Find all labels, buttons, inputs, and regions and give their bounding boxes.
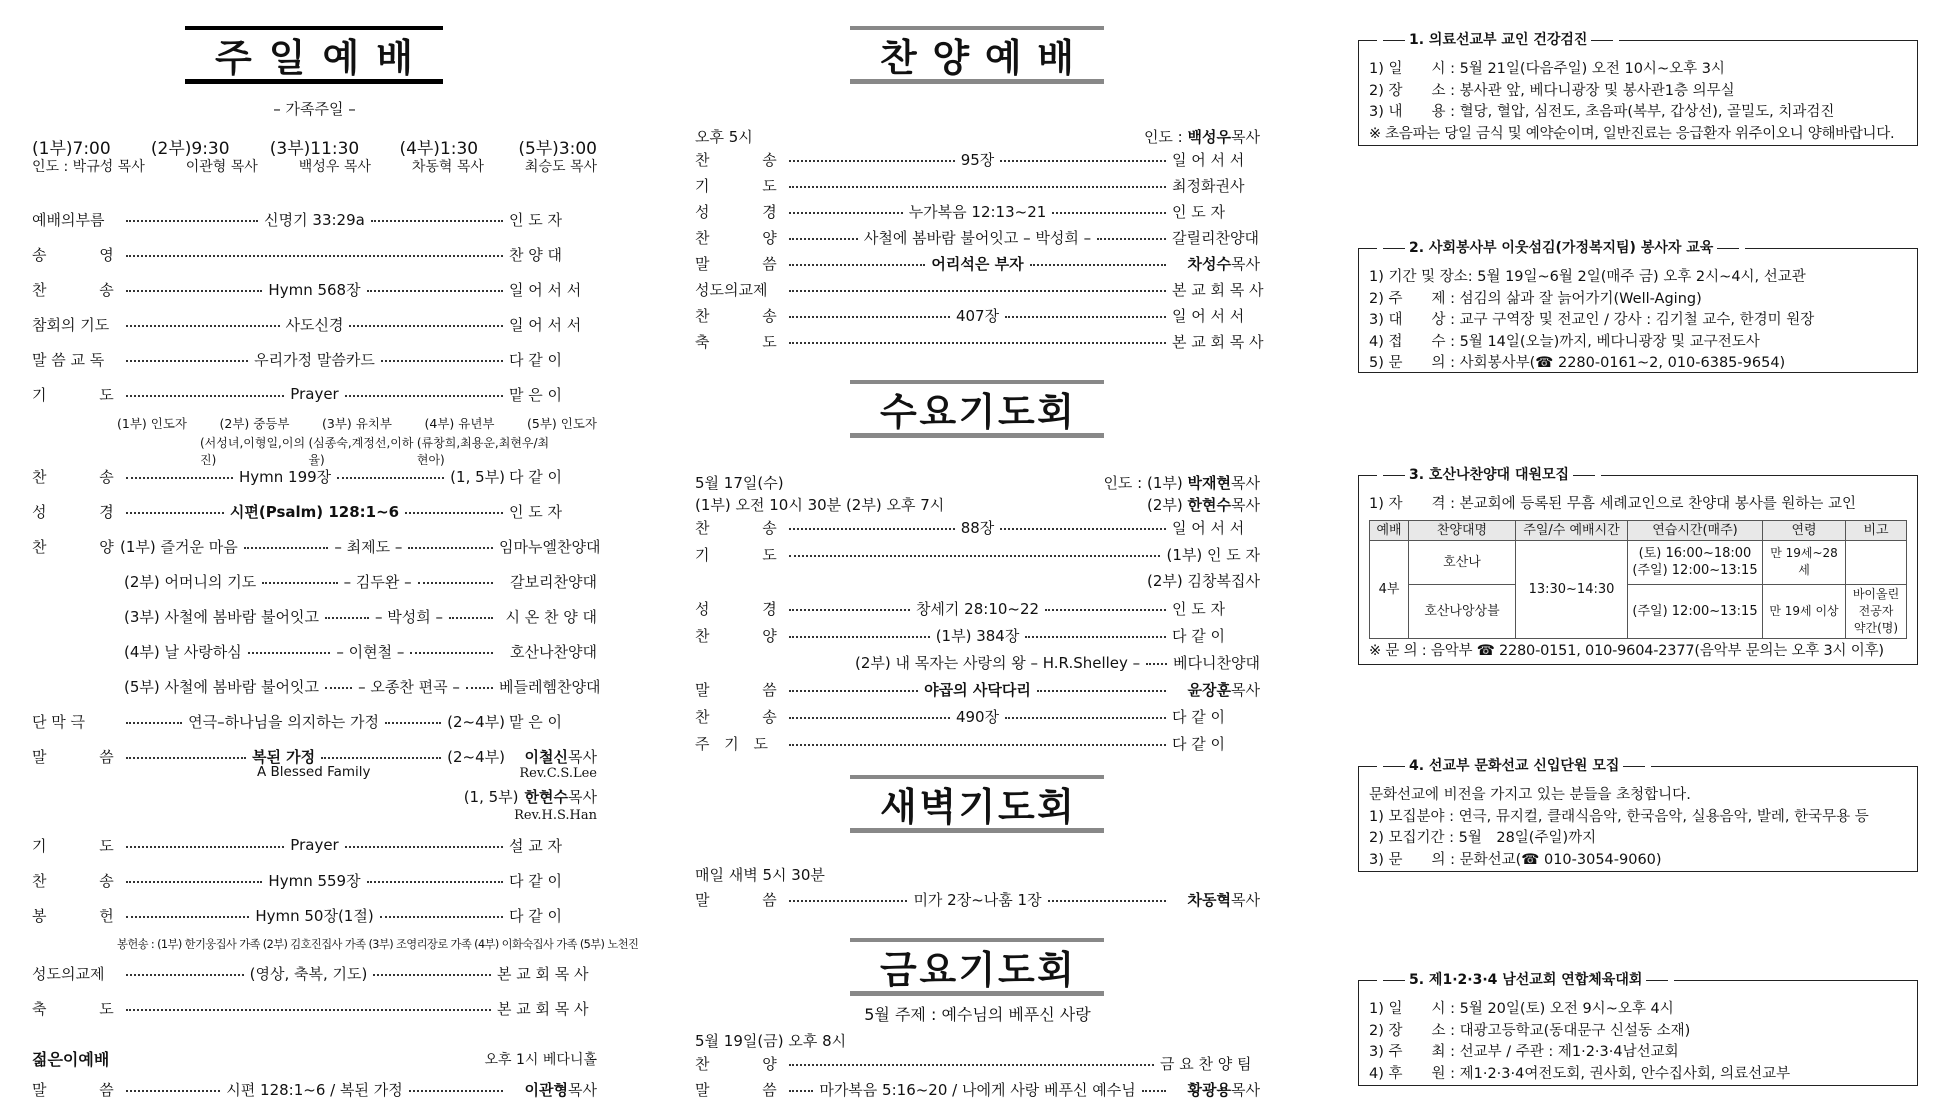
praise-item: 성도의교제 본 교 회 목 사 xyxy=(695,280,1264,299)
friday-theme: 5월 주제 : 예수님의 베푸신 사랑 xyxy=(864,1005,1091,1024)
wednesday-item: 기 도 (1부) 인 도 자 xyxy=(695,545,1260,564)
order-item: 찬 송 Hymn 559장 다 같 이 xyxy=(32,871,563,890)
order-item: 찬 송 Hymn 199장 (1, 5부) 다 같 이 xyxy=(32,467,563,486)
preacher-name: 이철신 xyxy=(524,747,569,766)
praise-item: 찬 송 407장 일 어 서 서 xyxy=(695,306,1245,325)
sermon-item: 말 씀 복된 가정 (2~4부) 이철신목사 xyxy=(32,747,598,766)
sunday-service-title: 주 일 예 배 xyxy=(185,26,443,84)
wednesday-item: 성 경 창세기 28:10~22 인 도 자 xyxy=(695,599,1226,618)
order-item: 축 도 본 교 회 목 사 xyxy=(32,999,589,1018)
order-item: 기 도 Prayer 설 교 자 xyxy=(32,836,563,855)
praise-header: 오후 5시 인도 : 백성우목사 xyxy=(695,128,1260,146)
praise-item: 축 도 본 교 회 목 사 xyxy=(695,332,1264,351)
notice-culture-mission: 4. 선교부 문화선교 신입단원 모집 문화선교에 비전을 가지고 있는 분들을 초청합니다. 1) 모집분야 : 연극, 뮤지컬, 클래식음악, 한국음악, 실용음악, 발레, 한국무용 등 2) 모집기간 : 5월 28일(주일)까지 3) 문 의 : 문화선교(☎ 010-3054-9060) xyxy=(1358,766,1918,872)
dawn-prayer-title: 새 벽 기 도 회 xyxy=(850,775,1104,833)
preacher-en: Rev.C.S.Lee xyxy=(519,766,597,781)
table-header-row: 예배 찬양대명 주일/수 예배시간 연습시간(매주) 연령 비고 xyxy=(1370,520,1907,540)
time-4: (4부)1:30 xyxy=(399,139,479,159)
choir-item: (5부) 사철에 봄바람 불어잇고 – 오종찬 편곡 – 베들레헴찬양대 xyxy=(124,677,601,696)
choir-recruit-table xyxy=(1369,520,1907,639)
wednesday-header-2: (1부) 오전 10시 30분 (2부) 오후 7시 (2부) 한현수목사 xyxy=(695,496,1260,514)
table-row: 4부 호산나 13:30~14:30 (토) 16:00~18:00 (주일) 12:00~13:15 만 19세~28세 xyxy=(1370,540,1907,584)
order-item: 성도의교제 (영상, 축복, 기도) 본 교 회 목 사 xyxy=(32,964,589,983)
friday-prayer-title: 금 요 기 도 회 xyxy=(850,938,1104,996)
time-5: (5부)3:00 xyxy=(518,139,597,159)
youth-header: 젊은이예배 오후 1시 베다니홀 xyxy=(32,1050,597,1069)
wednesday-item: 찬 송 490장 다 같 이 xyxy=(695,707,1226,726)
order-item: 참회의 기도 사도신경 일 어 서 서 xyxy=(32,315,582,334)
preacher2-en: Rev.H.S.Han xyxy=(514,808,597,823)
wednesday-choir: (2부) 내 목자는 사랑의 왕 – H.R.Shelley – 베다니찬양대 xyxy=(855,653,1260,672)
choir-item: (2부) 어머니의 기도 – 김두완 – 갈보리찬양대 xyxy=(124,572,598,591)
youth-sermon: 말 씀 시편 128:1~6 / 복된 가정 이관형목사 xyxy=(32,1080,597,1099)
order-item: 성 경 시편(Psalm) 128:1~6 인 도 자 xyxy=(32,502,563,521)
order-item: 봉 헌 Hymn 50장(1절) 다 같 이 xyxy=(32,906,563,925)
praise-item: 말 씀 어리석은 부자 차성수목사 xyxy=(695,254,1261,273)
friday-item: 찬 양 금 요 찬 양 팀 xyxy=(695,1054,1252,1073)
service-leaders: 인도 : 박규성 목사 이관형 목사 백성우 목사 차동혁 목사 최승도 목사 xyxy=(32,159,597,175)
friday-item: 말 씀 마가복음 5:16~20 / 나에게 사랑 베푸신 예수님 황광용목사 xyxy=(695,1080,1261,1099)
wednesday-item: 말 씀 야곱의 사닥다리 윤장훈목사 xyxy=(695,680,1260,699)
praise-item: 기 도 최정화권사 xyxy=(695,176,1245,195)
praise-item: 찬 송 95장 일 어 서 서 xyxy=(695,150,1245,169)
notice-sports-day: 5. 제1·2·3·4 남선교회 연합체육대회 1) 일 시 : 5월 20일(토) 오전 9시~오후 4시 2) 장 소 : 대광고등학교(동대문구 신설동 소재) 3) 주 최 : 선교부 / 주관 : 제1·2·3·4남선교회 4) 후 원 : 제1·2·3·4여전도회, 권사회, 안수집사회, 의료선교부 xyxy=(1358,980,1918,1086)
wednesday-prayer-title: 수 요 기 도 회 xyxy=(850,380,1104,438)
wednesday-item: 찬 양 (1부) 384장 다 같 이 xyxy=(695,626,1226,645)
notice-social-service: 2. 사회봉사부 이웃섬김(가정복지팀) 봉사자 교육 1) 기간 및 장소: 5월 19일~6월 2일(매주 금) 오후 2시~4시, 선교관 2) 주 제 : 섬김의 삶과 잘 늙어가기(Well-Aging) 3) 대 상 : 교구 구역장 및 전교인 / 강사 : 김기철 교수, 한경미 원장 4) 접 수 : 5월 14일(오늘)까지, 베다니광장 및 교구전도사 5) 문 의 : 사회봉사부(☎ 2280-0161~2, 010-6385-9654) xyxy=(1358,248,1918,373)
order-item: 말 씀 교 독 우리가정 말씀카드 다 같 이 xyxy=(32,350,563,369)
sunday-subtitle: – 가족주일 – xyxy=(273,100,356,118)
praise-item: 성 경 누가복음 12:13~21 인 도 자 xyxy=(695,202,1226,221)
time-3: (3부)11:30 xyxy=(269,139,360,159)
praise-item: 찬 양 사철에 봄바람 불어잇고 – 박성희 – 갈릴리찬양대 xyxy=(695,228,1259,247)
notice-medical: 1. 의료선교부 교인 건강검진 1) 일 시 : 5월 21일(다음주일) 오전 10시~오후 3시 2) 장 소 : 봉사관 앞, 베다니광장 및 봉사관1층 의무실 3) 내 용 : 혈당, 혈압, 심전도, 초음파(복부, 갑상선), 골밀도, 치과검진 ※ 초음파는 당일 금식 및 예약순이며, 일반진료는 응급환자 위주이오니 양해바랍니다. xyxy=(1358,40,1918,146)
time-1: (1부)7:00 xyxy=(32,139,111,159)
wednesday-item: 주 기 도 다 같 이 xyxy=(695,734,1226,753)
praise-service-title: 찬 양 예 배 xyxy=(850,26,1104,84)
choir-item: (3부) 사철에 봄바람 불어잇고 – 박성희 – 시 온 찬 양 대 xyxy=(124,607,597,626)
choir-item: (4부) 날 사랑하심 – 이현철 – 호산나찬양대 xyxy=(124,642,597,661)
sermon-second: (1, 5부) 한현수목사 xyxy=(463,788,597,806)
friday-date: 5월 19일(금) 오후 8시 xyxy=(695,1032,847,1050)
order-item: 단 막 극 연극–하나님을 의지하는 가정 (2~4부) 맡 은 이 xyxy=(32,712,563,731)
order-item: 찬 송 Hymn 568장 일 어 서 서 xyxy=(32,280,582,299)
prayer-parts: (1부) 인도자 (2부) 중등부 (3부) 유치부 (4부) 유년부 (5부) 인도자 xyxy=(117,416,597,431)
order-item: 예배의부름 신명기 33:29a 인 도 자 xyxy=(32,210,563,229)
wednesday-header: 5월 17일(수) 인도 : (1부) 박재현목사 xyxy=(695,474,1260,492)
notice-choir-recruit: 3. 호산나찬양대 대원모집 1) 자 격 : 본교회에 등록된 무흠 세례교인으로 찬양대 봉사를 원하는 교인 예배 찬양대명 주일/수 예배시간 연습시간(매주) 연령 비고 4부 호산나 13:30~14:30 (토) 16:00~18:00 (주일) 12:00~13:15 만 19세~28세 호산나앙상블 (주일) 12:00~13:15 만 19세 이상 바이올린 전공자 약간(명) ※ 문 의 : 음악부 ☎ 2280-0151, 010-9604-2377(음악부 문의는 오후 3시 이후) xyxy=(1358,475,1918,665)
dawn-time: 매일 새벽 5시 30분 xyxy=(695,866,825,884)
wednesday-prayer-2: (2부) 김창복집사 xyxy=(1147,572,1260,590)
order-item: 송 영 찬 양 대 xyxy=(32,245,563,264)
table-row: 호산나앙상블 (주일) 12:00~13:15 만 19세 이상 바이올린 전공자 약간(명) xyxy=(1370,584,1907,638)
choir-item: 찬 양 (1부) 즐거운 마음 – 최제도 – 임마누엘찬양대 xyxy=(32,537,601,556)
offering-families: 봉헌송 : (1부) 한기웅집사 가족 (2부) 김호진집사 가족 (3부) 조영리장로 가족 (4부) 이화숙집사 가족 (5부) 노천진 xyxy=(117,938,639,951)
dawn-sermon: 말 씀 미가 2장~나훔 1장 차동혁목사 xyxy=(695,890,1261,909)
prayer-names: (서성녀,이형일,이의진) (심종숙,계정선,이하율) (류창희,최용운,최현우/최현아) xyxy=(200,436,550,467)
sermon-title-en: A Blessed Family xyxy=(257,764,371,780)
wednesday-item: 찬 송 88장 일 어 서 서 xyxy=(695,518,1245,537)
order-item: 기 도 Prayer 맡 은 이 xyxy=(32,385,563,404)
time-2: (2부)9:30 xyxy=(150,139,230,159)
